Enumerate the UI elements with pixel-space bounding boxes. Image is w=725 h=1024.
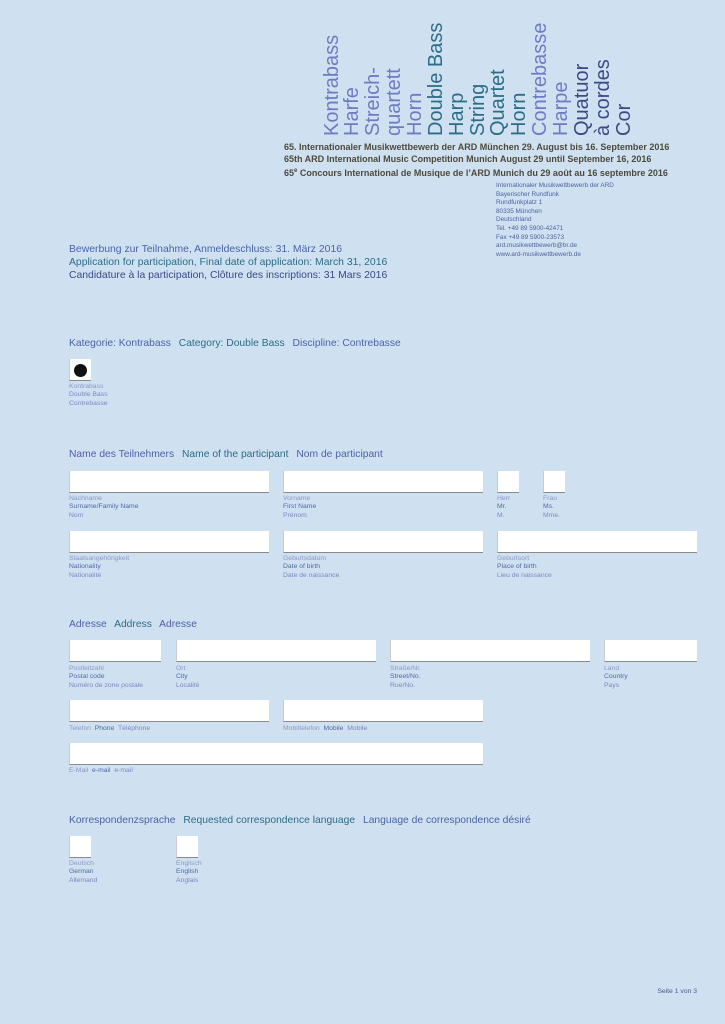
address-line: 80335 München bbox=[496, 207, 542, 215]
competition-fr-text: Concours International de Musique de l’ARD Munich du 29 août au 16 septembre 2016 bbox=[297, 168, 668, 178]
language-german-label bbox=[69, 860, 97, 885]
birthdate-label bbox=[283, 555, 339, 580]
phone-field[interactable] bbox=[69, 700, 269, 722]
language-english-label bbox=[176, 860, 202, 885]
nationality-field[interactable] bbox=[69, 531, 269, 553]
application-fr: Candidature à la participation, Clôture des inscriptions: 31 Mars 2016 bbox=[69, 270, 388, 281]
wordmark-word: Harp bbox=[446, 92, 468, 136]
participant-heading-fr: Nom de participant bbox=[296, 449, 383, 460]
label-de: Straße/Nr. bbox=[390, 665, 421, 672]
phone-label bbox=[69, 725, 150, 733]
label-de: Frau bbox=[543, 495, 557, 502]
wordmark-word: Cor bbox=[613, 103, 635, 136]
category-selected-dot bbox=[74, 364, 87, 377]
address-line: Deutschland bbox=[496, 216, 532, 224]
address-heading-fr: Adresse bbox=[159, 619, 197, 630]
label-en: Street/No. bbox=[390, 673, 421, 681]
label-fr: Numéro de zone postale bbox=[69, 681, 144, 689]
label-en: English bbox=[176, 868, 199, 876]
participant-heading-en: Name of the participant bbox=[182, 449, 289, 460]
page-number: Seite 1 von 3 bbox=[657, 988, 697, 995]
wordmark-word: Contrebasse bbox=[529, 22, 551, 136]
wordmark-word: Horn bbox=[404, 92, 426, 136]
mr-label bbox=[497, 495, 510, 520]
wordmark-word: Horn bbox=[508, 92, 530, 136]
label-fr: Téléphone bbox=[118, 725, 151, 732]
mr-checkbox[interactable] bbox=[497, 471, 519, 493]
label-de: Vorname bbox=[283, 495, 311, 502]
category-option-label bbox=[69, 383, 108, 408]
language-heading-fr: Language de correspondence désiré bbox=[362, 815, 531, 826]
label-fr: M. bbox=[497, 511, 505, 519]
address-heading-en: Address bbox=[114, 619, 152, 630]
label-de: Land bbox=[604, 665, 620, 672]
label-de: Geburtsdatum bbox=[283, 555, 327, 562]
label-de: Ort bbox=[176, 665, 186, 672]
postal-code-field[interactable] bbox=[69, 640, 161, 662]
language-heading-en: Requested correspondence language bbox=[183, 815, 356, 826]
label-fr: Allemand bbox=[69, 876, 98, 884]
city-field[interactable] bbox=[176, 640, 376, 662]
address-heading-de: Adresse bbox=[69, 619, 107, 630]
competition-en: 65th ARD International Music Competition Munich August 29 until September 16, 2016 bbox=[284, 154, 652, 164]
label-de: E-Mail bbox=[69, 767, 89, 774]
address-line: Bayerischer Rundfunk bbox=[496, 190, 559, 198]
category-heading-en: Category: Double Bass bbox=[178, 338, 285, 349]
mobile-field[interactable] bbox=[283, 700, 483, 722]
competition-fr-number: 65 bbox=[284, 168, 295, 178]
label-en: Double Bass bbox=[69, 391, 108, 399]
surname-label bbox=[69, 495, 139, 520]
label-en: Mr. bbox=[497, 503, 507, 511]
street-field[interactable] bbox=[390, 640, 590, 662]
label-en: e-mail bbox=[92, 767, 111, 774]
participant-heading-de: Name des Teilnehmers bbox=[69, 449, 175, 460]
language-english-checkbox[interactable] bbox=[176, 836, 198, 858]
birthdate-field[interactable] bbox=[283, 531, 483, 553]
wordmark-word: String bbox=[467, 83, 489, 136]
nationality-label bbox=[69, 555, 129, 580]
language-german-checkbox[interactable] bbox=[69, 836, 91, 858]
address-line: Rundfunkplatz 1 bbox=[496, 199, 543, 207]
label-fr: Nom bbox=[69, 511, 84, 519]
wordmark-word: à cordes bbox=[592, 59, 614, 136]
label-fr: Mme. bbox=[543, 511, 560, 519]
label-fr: Nationalité bbox=[69, 571, 102, 579]
ms-label bbox=[543, 495, 560, 520]
competition-fr-superscript: e bbox=[294, 168, 298, 174]
email-label bbox=[69, 767, 133, 775]
birthplace-field[interactable] bbox=[497, 531, 697, 553]
wordmark-word: Quatuor bbox=[571, 63, 593, 136]
label-fr: Pays bbox=[604, 681, 620, 689]
wordmark-svg bbox=[318, 2, 638, 138]
label-de: Staatsangehörigkeit bbox=[69, 555, 130, 562]
mobile-label bbox=[283, 725, 367, 733]
label-de: Herr bbox=[497, 495, 511, 502]
label-en: City bbox=[176, 673, 188, 681]
wordmark-word: Harfe bbox=[341, 87, 363, 136]
wordmark-word: Streich- bbox=[362, 67, 384, 136]
label-fr: Localité bbox=[176, 681, 200, 689]
label-en: Date of birth bbox=[283, 563, 321, 571]
wordmark-word: Double Bass bbox=[425, 22, 447, 136]
address-website-link[interactable]: www.ard-musikwettbewerb.de bbox=[496, 250, 581, 258]
label-fr: Prénom bbox=[283, 511, 307, 519]
label-en: Nationality bbox=[69, 563, 101, 571]
label-de: Mobiltelefon bbox=[283, 725, 320, 732]
firstname-label bbox=[283, 495, 316, 520]
application-en: Application for participation, Final date of application: March 31, 2016 bbox=[69, 257, 388, 268]
label-de: Geburtsort bbox=[497, 555, 530, 562]
label-en: Phone bbox=[94, 725, 115, 732]
category-heading-fr: Discipline: Contrebasse bbox=[292, 338, 401, 349]
label-en: First Name bbox=[283, 503, 317, 511]
label-de: Englisch bbox=[176, 860, 202, 867]
label-de: Postleitzahl bbox=[69, 665, 104, 672]
label-en: German bbox=[69, 868, 94, 876]
address-line: Internationaler Musikwettbewerb der ARD bbox=[496, 182, 614, 189]
postal-code-label bbox=[69, 665, 143, 690]
wordmark-word: Quartet bbox=[487, 69, 509, 136]
competition-de: 65. Internationaler Musikwettbewerb der ARD München 29. August bis 16. September 2016 bbox=[284, 142, 670, 152]
label-en: Surname/Family Name bbox=[69, 503, 139, 511]
label-en: Country bbox=[604, 673, 628, 681]
label-fr: Rue/No. bbox=[390, 681, 415, 689]
street-label bbox=[390, 665, 421, 690]
label-en: Mobile bbox=[323, 725, 344, 732]
language-heading bbox=[69, 815, 536, 826]
label-de: Deutsch bbox=[69, 860, 94, 867]
label-fr: Mobile bbox=[347, 725, 368, 732]
address-heading bbox=[69, 619, 202, 630]
competition-fr bbox=[284, 165, 668, 179]
organizer-address bbox=[496, 182, 614, 259]
wordmark-word: Kontrabass bbox=[321, 34, 343, 136]
firstname-field[interactable] bbox=[283, 471, 483, 493]
label-de: Telefon bbox=[69, 725, 91, 732]
address-phone: Tel. +49 89 5900-42471 bbox=[496, 224, 564, 232]
label-fr: e-mail bbox=[114, 767, 133, 774]
email-field[interactable] bbox=[69, 743, 483, 765]
ms-checkbox[interactable] bbox=[543, 471, 565, 493]
label-fr: Contrebasse bbox=[69, 399, 108, 407]
country-label bbox=[604, 665, 628, 690]
surname-field[interactable] bbox=[69, 471, 269, 493]
label-en: Postal code bbox=[69, 673, 105, 681]
category-heading bbox=[69, 338, 406, 349]
label-de: Kontrabass bbox=[69, 383, 104, 390]
language-heading-de: Korrespondenzsprache bbox=[69, 815, 176, 826]
label-fr: Date de naissance bbox=[283, 571, 340, 579]
label-fr: Lieu de naissance bbox=[497, 571, 552, 579]
wordmark-word: quartett bbox=[383, 68, 405, 136]
category-heading-de: Kategorie: Kontrabass bbox=[69, 338, 171, 349]
label-en: Place of birth bbox=[497, 563, 537, 571]
wordmark-word: Harpe bbox=[550, 81, 572, 136]
application-de: Bewerbung zur Teilnahme, Anmeldeschluss: 31. März 2016 bbox=[69, 244, 343, 255]
address-fax: Fax +49 89 5900-23573 bbox=[496, 233, 565, 241]
label-fr: Anglais bbox=[176, 876, 199, 884]
address-email-link[interactable]: ard.musikwettbewerb@br.de bbox=[496, 242, 578, 250]
label-en: Ms. bbox=[543, 503, 554, 511]
participant-heading bbox=[69, 449, 388, 460]
birthplace-label bbox=[497, 555, 552, 580]
label-de: Nachname bbox=[69, 495, 102, 502]
wordmark-svg-wrap bbox=[318, 2, 638, 138]
city-label bbox=[176, 665, 199, 690]
country-field[interactable] bbox=[604, 640, 697, 662]
